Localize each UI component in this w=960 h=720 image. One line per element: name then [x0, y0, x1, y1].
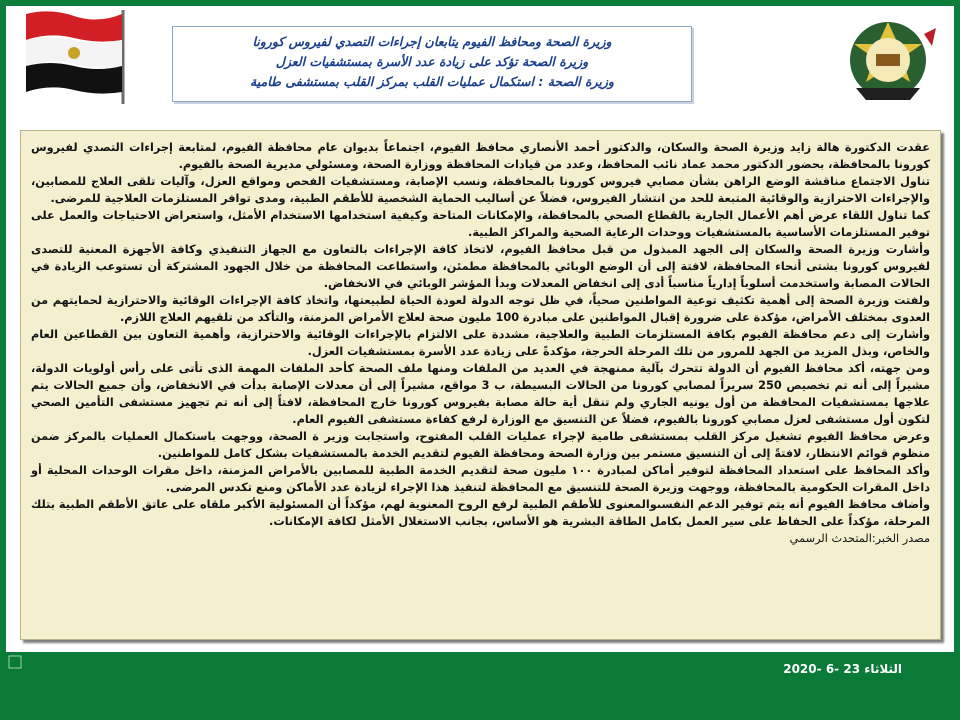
article-paragraph: وعرض محافظ الفيوم تشغيل مركز القلب بمستشفى طامية لإجراء عمليات القلب المفتوح، واستجابت وزير ة الصحة، ووجهت باستكمال العمليات بالمركز ضمن منظوم قوائم الانتظار، لافتةً إلى أن التنسيق مستمر بين وزارة الصحة ومحافظة الفيوم لتقديم الخدمة بالمستشفيات بشكل كامل للمواطنين. [31, 430, 930, 460]
slide-corner-icon [8, 654, 22, 668]
headline-line: وزيرة الصحة : استكمال عمليات القلب بمركز القلب بمستشفى طامية [250, 74, 614, 89]
article-paragraph: وأضاف محافظ الفيوم أنه يتم توفير الدعم النفسىوالمعنوى للأطقم الطبية لرفع الروح المعنوية لهم، مؤكداً أن المسئولية الأكبر ملقاه على عاتق الأطقم الطبية بتلك المرحلة، مؤكداً على الحفاظ على سير العمل بكامل الطاقة البشرية هو الأساس، بجانب الاستغلال الأمثل لكافة الإمكانات. [31, 498, 930, 528]
article-paragraph: ومن جهته، أكد محافظ الفيوم أن الدولة تتحرك بآلية ممنهجة في العديد من الملفات ومنها ملف الصحة كأحد الملفات المهمة الذى تأتى على رأس أولويات الدولة، مشيراً إلى أنه تم تخصيص 250 سريراً لمصابي كورونا من الحالات البسيطة، ب 3 مواقع، مشيراً إلى أن معدلات الإصابة بدأت في الانخفاض، وأن جميع الحالات يتم علاجها بمستشفيات المحافظة من أول يونيه الجاري ولم تنقل أية حالة مصابة بفيروس كورونا خارج المحافظة، لافتاً إلى أنه تم تجهيز مستشفى التأمين الصحي لتكون أول مستشفى لعزل مصابي كورونا بالفيوم، فضلاً عن التنسيق مع الوزارة لرفع كفاءة مستشفى الفيوم العام. [31, 362, 930, 426]
article-paragraph: وأشارت وزيرة الصحة والسكان إلى الجهد المبذول من قبل محافظ الفيوم، لاتخاذ كافة الإجراءات بالتعاون مع الجهاز التنفيذي وكافة الأجهزة المعنية للتصدى لفيروس كورونا بشتى أنحاء المحافظة، لافتة إلى أن الوضع الوبائي بالمحافظة مطمئن، واستطاعت المحافظة من خلال الجهود المشتركة أن تستوعب الزيادة في الحالات المصابة واستخدمت أسلوباً إدارياً مناسباً أدى إلى انخفاض المعدلات وبدأ المؤشر الوبائي في الانخفاض. [31, 243, 930, 290]
article-paragraph: وأشارت إلى دعم محافظة الفيوم بكافة المستلزمات الطبية والعلاجية، مشددة على الالتزام بالإجراءات الوقائية والاحترازية، وأهمية التعاون بين القطاعين العام والخاص، وبذل المزيد من الجهد للمرور من تلك المرحلة الحرجة، مؤكدةً على زيادة عدد الأسرة بمستشفيات العزل. [31, 328, 930, 358]
article-paragraph: ولفتت وزيرة الصحة إلى أهمية تكثيف توعية المواطنين صحياً، في ظل توجه الدولة لعودة الحياة لطبيعتها، واتخاذ كافة الإجراءات الوقائية والاحترازية لحمايتهم من العدوى بمختلف الأمراض، مؤكدة على ضرورة إقبال المواطنين على مبادرة 100 مليون صحة لعلاج الأمراض المزمنة، والتأكد من تلقيهم العلاج اللازم. [31, 294, 930, 324]
article-paragraph: تناول الاجتماع مناقشة الوضع الراهن بشأن مصابي فيروس كورونا بالمحافظة، ونسب الإصابة، ومستشفيات الفحص ومواقع العزل، وآليات تلقى العلاج للمصابين، والإجراءات الاحترازية والوقائية المتبعة للحد من انتشار الفيروس، فضلاً عن أساليب الحماية الشخصية للأطقم الطبية، ومدى توافر المستلزمات العلاجية للمرضى. [31, 175, 930, 205]
news-source: مصدر الخبر:المتحدث الرسمي [789, 532, 930, 545]
article-body [20, 130, 941, 640]
date-label: الثلاثاء 23 -6 -2020 [783, 662, 902, 676]
article-paragraph: وأكد المحافظ على استعداد المحافظة لتوفير أماكن لمبادرة ١٠٠ مليون صحة لتقديم الخدمة الطبية للمصابين بالأمراض المزمنة، داخل مقرات الوحدات المحلية أو داخل المقرات الحكومية بالمحافظة، ووجهت وزيرة الصحة للتنسيق مع المحافظة لتنفيذ هذا الإجراء لزيادة عدد الأماكن ومنع تكدس المرضى. [31, 464, 931, 494]
article-paragraph: كما تناول اللقاء عرض أهم الأعمال الجارية بالقطاع الصحي بالمحافظة، والإمكانات المتاحة وكيفية استخدامها الاستخدام الأمثل، واستعراض الاحتياجات والعمل على توفير المستلزمات الأساسية بالمستشفيات ووحدات الرعاية الصحية والمراكز الطبية. [31, 209, 930, 239]
fayoum-governorate-logo [836, 14, 948, 106]
egypt-flag-image [20, 6, 132, 106]
headline-line: وزيرة الصحة تؤكد على زيادة عدد الأسرة بمستشفيات العزل [275, 54, 589, 69]
headline-line: وزيرة الصحة ومحافظ الفيوم يتابعان إجراءات التصدي لفيروس كورونا [252, 34, 612, 49]
article-paragraph: عقدت الدكتورة هالة زايد وزيرة الصحة والسكان، والدكتور أحمد الأنصاري محافظ الفيوم، اجتماعاً بديوان عام محافظة الفيوم، لمتابعة إجراءات التصدي لفيروس كورونا بالمحافظة، بحضور الدكتور محمد عماد نائب المحافظ، وعدد من قيادات المحافظة ووزارة الصحة، ومسئولي مديرية الصحة بالفيوم. [31, 141, 930, 171]
headline-box [172, 26, 692, 102]
